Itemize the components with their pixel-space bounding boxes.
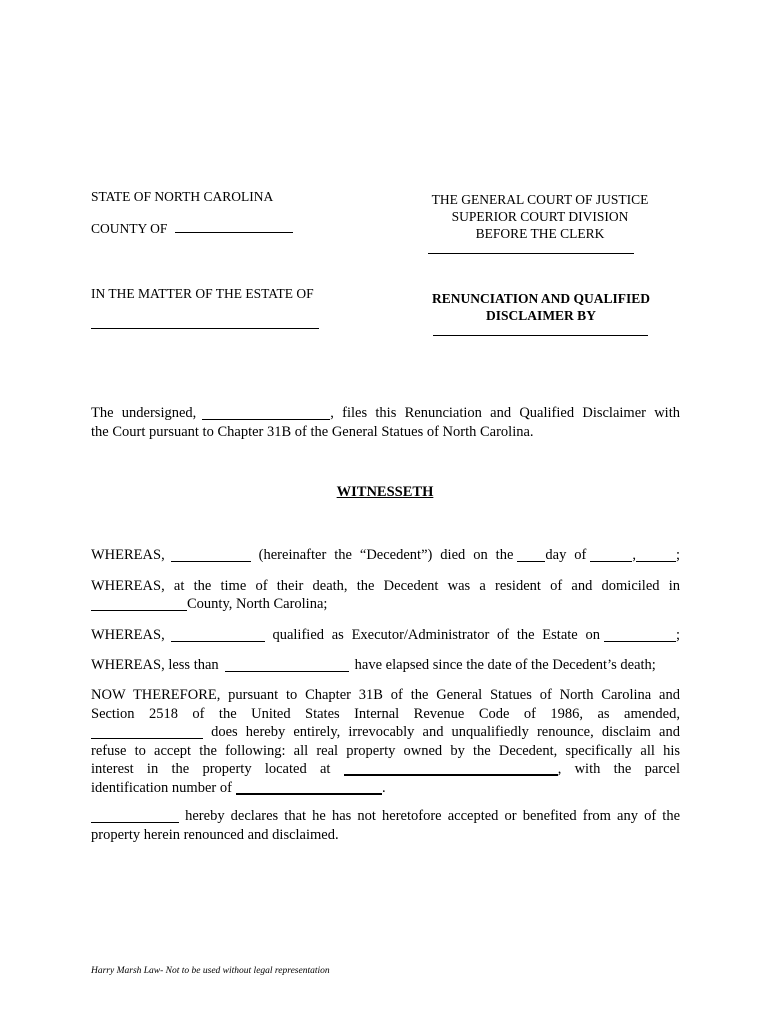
whereas-domicile-line1: WHEREAS, at the time of their death, the Decedent was a resident of and domiciled in [91, 578, 680, 594]
qualified-date-blank[interactable] [604, 628, 676, 642]
undersigned-blank[interactable] [202, 406, 330, 420]
county-label: COUNTY OF [91, 221, 168, 236]
estate-caption: IN THE MATTER OF THE ESTATE OF [91, 286, 314, 301]
whereas-executor: WHEREAS, qualified as Executor/Administrator of the Estate on ; [91, 627, 680, 643]
now-therefore-line5: interest in the property located at , with the parcel [91, 761, 680, 777]
executor-name-blank[interactable] [171, 628, 265, 642]
declaration-line2: property herein renounced and disclaimed. [91, 826, 339, 843]
parcel-number-blank[interactable] [236, 780, 382, 795]
decedent-name-blank[interactable] [171, 548, 251, 562]
declaration-line1: hereby declares that he has not heretofore accepted or benefited from any of the [91, 807, 680, 826]
now-therefore-line1: NOW THEREFORE, pursuant to Chapter 31B of the General Statues of North Carolina and [91, 687, 680, 703]
file-number-blank[interactable] [428, 253, 634, 254]
intro-line1: The undersigned, , files this Renunciation and Qualified Disclaimer with [91, 405, 680, 421]
property-address-blank[interactable] [344, 761, 558, 776]
footer-disclaimer: Harry Marsh Law- Not to be used without legal representation [91, 966, 330, 976]
death-year-blank[interactable] [636, 548, 676, 562]
declarant-blank[interactable] [91, 809, 179, 823]
whereas-domicile-line2: County, North Carolina; [91, 595, 680, 614]
death-month-blank[interactable] [590, 548, 632, 562]
county-caption [91, 220, 293, 238]
county-blank[interactable] [175, 220, 293, 233]
witnesseth-heading: WITNESSETH [336, 484, 434, 500]
intro-line2: the Court pursuant to Chapter 31B of the General Statues of North Carolina. [91, 424, 534, 440]
now-therefore-line2: Section 2518 of the United States Internal Revenue Code of 1986, as amended, [91, 705, 680, 722]
estate-name-blank[interactable] [91, 328, 319, 329]
whereas-decedent-death: WHEREAS, (hereinafter the “Decedent”) died on the day of , ; [91, 547, 681, 563]
months-elapsed-blank[interactable] [225, 658, 349, 672]
court-name: THE GENERAL COURT OF JUSTICE [431, 192, 649, 207]
document-title-line2: DISCLAIMER BY [486, 308, 596, 323]
now-therefore-line6: identification number of . [91, 779, 386, 796]
disclaimant-blank[interactable] [91, 725, 203, 739]
document-title-line1: RENUNCIATION AND QUALIFIED [431, 291, 651, 306]
court-clerk: BEFORE THE CLERK [475, 226, 605, 241]
whereas-time-elapsed: WHEREAS, less than have elapsed since the date of the Decedent’s death; [91, 657, 656, 673]
court-division: SUPERIOR COURT DIVISION [451, 209, 629, 224]
now-therefore-line4: refuse to accept the following: all real property owned by the Decedent, specifically all his [91, 742, 680, 759]
domicile-county-blank[interactable] [91, 597, 187, 611]
now-therefore-line3: does hereby entirely, irrevocably and unqualifiedly renounce, disclaim and [91, 723, 680, 742]
disclaimant-name-blank[interactable] [433, 335, 648, 336]
state-caption: STATE OF NORTH CAROLINA [91, 189, 274, 204]
death-day-blank[interactable] [517, 548, 545, 562]
